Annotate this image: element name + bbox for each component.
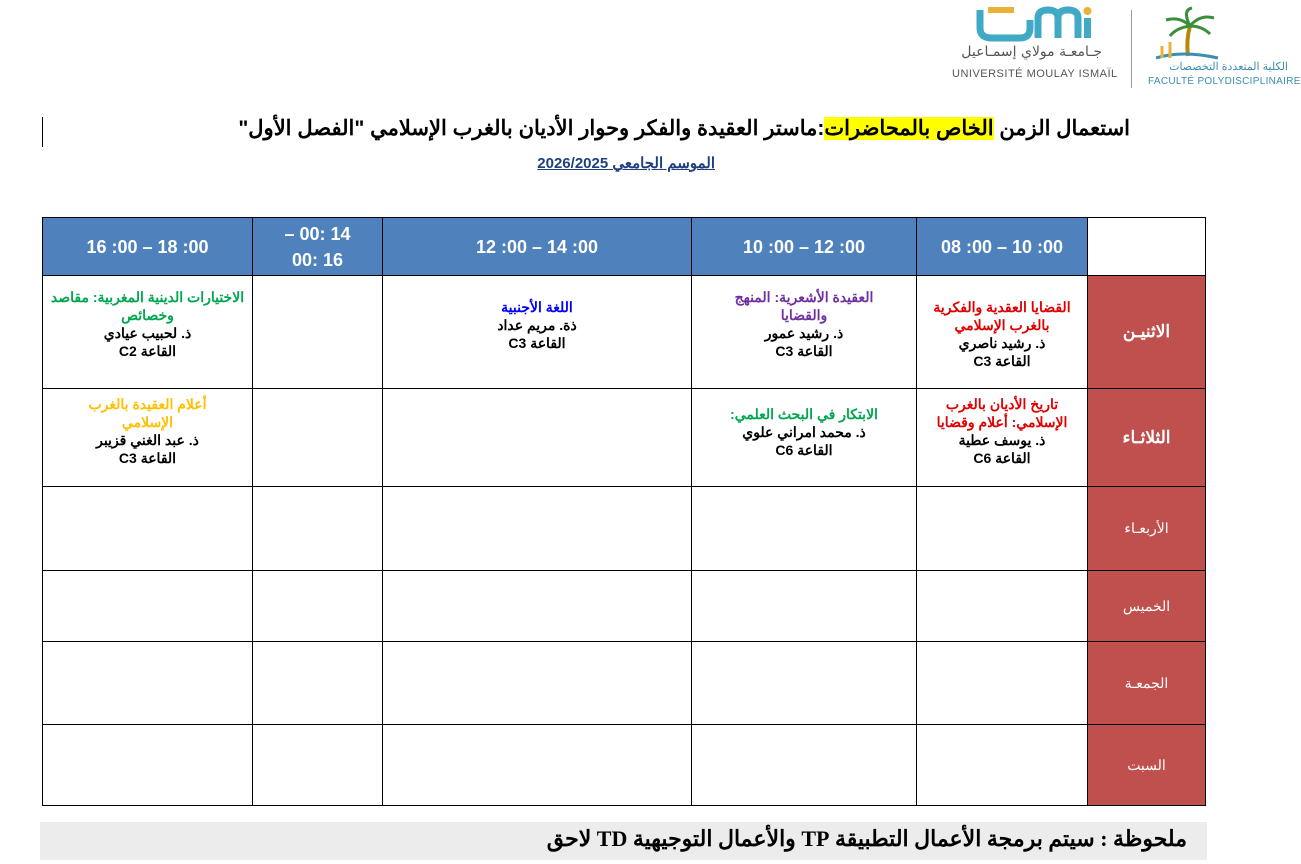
empty-cell xyxy=(253,725,383,806)
empty-cell xyxy=(692,571,917,642)
course-name: العقيدة الأشعرية: المنهج والقضايا xyxy=(734,289,874,323)
academic-year: الموسم الجامعي 2026/2025 xyxy=(537,155,715,172)
page-title xyxy=(60,116,1130,141)
empty-cell xyxy=(692,642,917,725)
course-name: القضايا العقدية والفكرية بالغرب الإسلامي xyxy=(933,299,1071,333)
day-monday: الاثنيـن xyxy=(1088,276,1206,389)
day-wednesday: الأربعـاء xyxy=(1088,487,1206,571)
row-monday xyxy=(43,276,1206,389)
row-saturday xyxy=(43,725,1206,806)
title-part-1: استعمال الزمن xyxy=(993,117,1130,140)
col-header-10-12: 10 :00 – 12 :00 xyxy=(692,218,917,276)
faculty-latin-name: FACULTÉ POLYDISCIPLINAIRE xyxy=(1148,76,1301,87)
title-highlight: الخاص بالمحاضرات xyxy=(824,117,994,140)
empty-cell xyxy=(253,642,383,725)
note-box xyxy=(40,822,1207,860)
faculty-arabic-name: الكلية المتعددة التخصصات xyxy=(1169,61,1288,73)
room-name: القاعة C6 xyxy=(775,442,833,458)
teacher-name: ذ. لحبيب عيادي xyxy=(103,325,192,341)
empty-cell xyxy=(917,642,1088,725)
course-name: اللغة الأجنبية xyxy=(501,299,573,315)
palm-tree-icon xyxy=(1152,6,1222,60)
tuesday-12-14 xyxy=(383,389,692,487)
empty-cell xyxy=(692,725,917,806)
course-name: الاختيارات الدينية المغربية: مقاصد وخصائص xyxy=(50,289,245,323)
teacher-name: ذ. يوسف عطية xyxy=(958,432,1046,448)
empty-cell xyxy=(253,487,383,571)
umi-logo-icon xyxy=(974,6,1094,42)
col-header-08-10: 08 :00 – 10 :00 xyxy=(917,218,1088,276)
room-name: القاعة C3 xyxy=(118,450,177,466)
room-name: القاعة C3 xyxy=(508,335,566,351)
tuesday-08-10 xyxy=(917,389,1088,487)
teacher-name: ذة. مريم عداد xyxy=(497,317,577,333)
row-wednesday xyxy=(43,487,1206,571)
day-saturday: السبت xyxy=(1088,725,1206,806)
empty-cell xyxy=(253,571,383,642)
empty-cell xyxy=(43,642,253,725)
teacher-name: ذ. محمد امراني علوي xyxy=(742,424,866,440)
tuesday-14-16 xyxy=(253,389,383,487)
day-friday: الجمعـة xyxy=(1088,642,1206,725)
empty-cell xyxy=(917,487,1088,571)
col-header-14-16 xyxy=(253,218,383,276)
empty-cell xyxy=(383,487,692,571)
empty-cell xyxy=(692,487,917,571)
col-header-16-18: 16 :00 – 18 :00 xyxy=(43,218,253,276)
empty-cell xyxy=(43,571,253,642)
col-header-14-16-text: 14 :00 – 16 :00 xyxy=(284,223,351,270)
row-tuesday xyxy=(43,389,1206,487)
course-name: أعلام العقيدة بالغرب الإسلامي xyxy=(88,396,207,430)
day-tuesday: الثلاثـاء xyxy=(1088,389,1206,487)
title-margin-line xyxy=(42,117,43,147)
room-name: القاعة C2 xyxy=(118,343,177,359)
course-name: الابتكار في البحث العلمي: xyxy=(730,406,878,422)
empty-cell xyxy=(383,725,692,806)
row-thursday xyxy=(43,571,1206,642)
umi-latin-name: UNIVERSITÉ MOULAY ISMAÏL xyxy=(952,68,1118,80)
logo-divider xyxy=(1131,10,1132,88)
empty-cell xyxy=(917,571,1088,642)
room-name: القاعة C3 xyxy=(775,343,833,359)
room-name: القاعة C3 xyxy=(973,353,1031,369)
teacher-name: ذ. عبد الغني قزيبر xyxy=(96,432,199,448)
course-name: تاريخ الأديان بالغرب الإسلامي: أعلام وقضايا xyxy=(936,396,1068,430)
col-header-12-14: 12 :00 – 14 :00 xyxy=(383,218,692,276)
monday-10-12 xyxy=(692,276,917,389)
row-friday xyxy=(43,642,1206,725)
tuesday-16-18 xyxy=(43,389,253,487)
note-text: ملحوظة : سيتم برمجة الأعمال التطبيقة TP والأعمال التوجيهية TD لاحق xyxy=(546,826,1187,851)
title-part-2: :ماستر العقيدة والفكر وحوار الأديان بالغرب الإسلامي "الفصل الأول" xyxy=(238,117,825,140)
schedule-table xyxy=(42,217,1206,806)
monday-12-14 xyxy=(383,276,692,389)
day-thursday: الخميس xyxy=(1088,571,1206,642)
teacher-name: ذ. رشيد ناصري xyxy=(958,335,1046,351)
monday-14-16 xyxy=(253,276,383,389)
room-name: القاعة C6 xyxy=(973,450,1031,466)
empty-cell xyxy=(917,725,1088,806)
empty-cell xyxy=(43,725,253,806)
tuesday-10-12 xyxy=(692,389,917,487)
corner-cell xyxy=(1088,218,1206,276)
university-logo xyxy=(952,6,1118,88)
faculty-logo xyxy=(1148,6,1301,88)
empty-cell xyxy=(383,571,692,642)
header-row xyxy=(43,218,1206,276)
umi-arabic-name: جـامعـة مولاي إسمـاعيل xyxy=(961,44,1102,60)
monday-16-18 xyxy=(43,276,253,389)
monday-08-10 xyxy=(917,276,1088,389)
empty-cell xyxy=(43,487,253,571)
teacher-name: ذ. رشيد عمور xyxy=(764,325,844,341)
empty-cell xyxy=(383,642,692,725)
